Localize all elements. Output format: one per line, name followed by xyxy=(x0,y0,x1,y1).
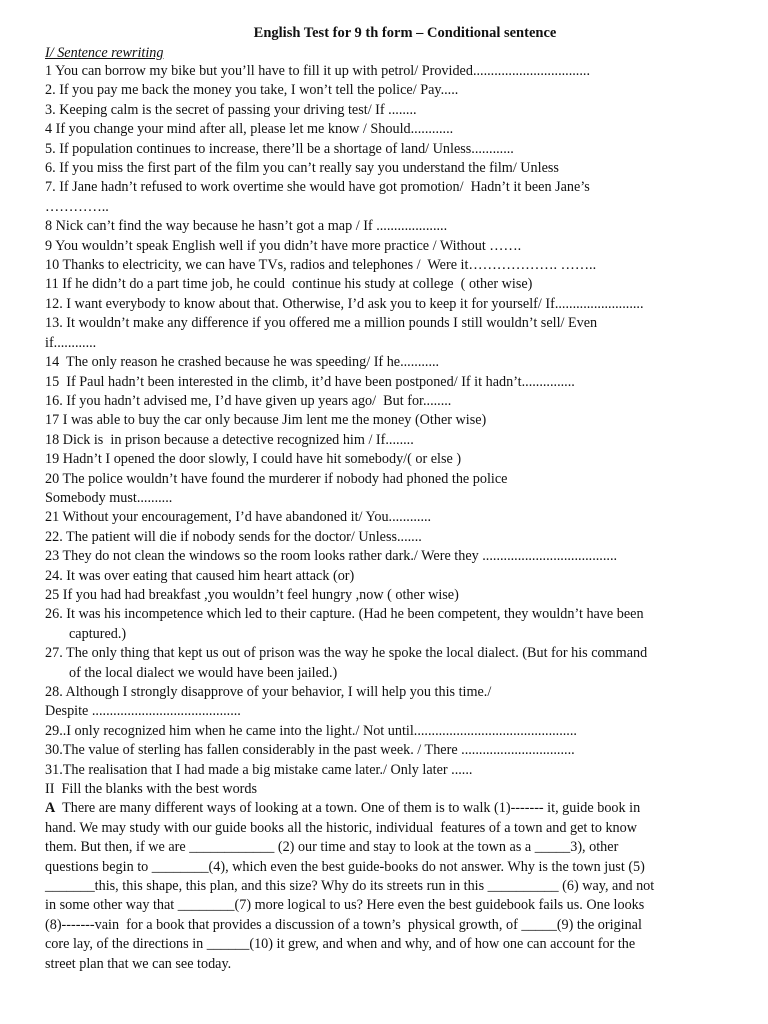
list-item: 29..I only recognized him when he came into the light./ Not until.............................................. xyxy=(45,722,577,739)
list-item: 16. If you hadn’t advised me, I’d have given up years ago/ But for........ xyxy=(45,392,452,409)
passage-label: A xyxy=(45,800,56,817)
list-item: 3. Keeping calm is the secret of passing your driving test/ If ........ xyxy=(45,101,417,118)
list-item: 28. Although I strongly disapprove of your behavior, I will help you this time./ xyxy=(45,684,492,700)
passage-line: (8)-------vain for a book that provides a discussion of a town’s physical growth, of _____(9) the original xyxy=(45,916,642,933)
passage-line: hand. We may study with our guide books all the historic, individual features of a town and get to know xyxy=(45,819,637,836)
list-item: 23 They do not clean the windows so the room looks rather dark./ Were they ...................................... xyxy=(45,548,618,565)
item-list xyxy=(45,62,765,780)
list-item: Despite .......................................... xyxy=(45,703,241,720)
list-item: 4 If you change your mind after all, please let me know / Should............ xyxy=(45,121,454,138)
passage-line: questions begin to ________(4), which even the best guide-books do not answer. Why is the town just (5) xyxy=(45,858,645,875)
list-item: 11 If he didn’t do a part time job, he could continue his study at college ( other wise) xyxy=(45,276,533,293)
list-item: 5. If population continues to increase, there’ll be a shortage of land/ Unless............ xyxy=(45,140,514,157)
list-item: 10 Thanks to electricity, we can have TVs, radios and telephones / Were it………………. …….. xyxy=(45,257,597,274)
list-item: 1 You can borrow my bike but you’ll have to fill it up with petrol/ Provided................................. xyxy=(45,63,590,79)
list-item: captured.) xyxy=(69,625,127,642)
passage-line: There are many different ways of looking at a town. One of them is to walk (1)------- it, guide book in xyxy=(55,800,641,817)
passage-line: in some other way that ________(7) more logical to us? Here even the best guidebook fails us. One looks xyxy=(45,897,645,914)
list-item: 8 Nick can’t find the way because he hasn’t got a map / If .................... xyxy=(45,218,448,235)
passage-line: _______this, this shape, this plan, and this size? Why do its streets run in this __________ (6) way, and not xyxy=(45,878,655,895)
list-item: 12. I want everybody to know about that. Otherwise, I’d ask you to keep it for yourself/ If......................... xyxy=(45,295,644,312)
list-item: 30.The value of sterling has fallen considerably in the past week. / There ................................ xyxy=(45,742,575,759)
list-item: 15 If Paul hadn’t been interested in the climb, it’d have been postponed/ If it hadn’t............... xyxy=(45,373,575,390)
list-item: 20 The police wouldn’t have found the murderer if nobody had phoned the police xyxy=(45,470,508,487)
list-item: ………….. xyxy=(45,198,109,215)
list-item: if............ xyxy=(45,334,97,351)
list-item: 2. If you pay me back the money you take, I won’t tell the police/ Pay..... xyxy=(45,82,459,99)
list-item: 13. It wouldn’t make any difference if you offered me a million pounds I still wouldn’t sell/ Even xyxy=(45,315,598,332)
list-item: 21 Without your encouragement, I’d have abandoned it/ You............ xyxy=(45,509,432,526)
passage-line: core lay, of the directions in ______(10) it grew, and when and why, and of how one can account for the xyxy=(45,936,636,953)
section-heading-rewriting: I/ Sentence rewriting xyxy=(45,45,164,61)
section-heading-fill-blanks: II Fill the blanks with the best words xyxy=(45,781,258,798)
list-item: 25 If you had had breakfast ,you wouldn’t feel hungry ,now ( other wise) xyxy=(45,586,459,603)
list-item: 17 I was able to buy the car only because Jim lent me the money (Other wise) xyxy=(45,412,487,429)
list-item: 18 Dick is in prison because a detective recognized him / If........ xyxy=(45,431,414,448)
list-item: 7. If Jane hadn’t refused to work overtime she would have got promotion/ Hadn’t it been Jane’s xyxy=(45,179,590,196)
list-item: 19 Hadn’t I opened the door slowly, I could have hit somebody/( or else ) xyxy=(45,451,462,468)
passage-line: them. But then, if we are ____________ (2) our time and stay to look at the town as a _____3), other xyxy=(45,839,619,856)
list-item: 14 The only reason he crashed because he was speeding/ If he........... xyxy=(45,354,440,371)
list-item: Somebody must.......... xyxy=(45,489,173,506)
list-item: 6. If you miss the first part of the film you can’t really say you understand the film/ Unless xyxy=(45,160,559,177)
passage-line: street plan that we can see today. xyxy=(45,955,232,972)
list-item: of the local dialect we would have been jailed.) xyxy=(69,664,338,681)
list-item: 31.The realisation that I had made a big mistake came later./ Only later ...... xyxy=(45,761,473,778)
passage xyxy=(45,799,760,974)
list-item: 26. It was his incompetence which led to their capture. (Had he been competent, they wouldn’t have been xyxy=(45,606,644,623)
list-item: 22. The patient will die if nobody sends for the doctor/ Unless....... xyxy=(45,528,422,545)
test-page xyxy=(45,24,765,974)
page-title: English Test for 9 th form – Conditional sentence xyxy=(253,25,557,41)
list-item: 24. It was over eating that caused him heart attack (or) xyxy=(45,567,355,584)
list-item: 27. The only thing that kept us out of prison was the way he spoke the local dialect. (But for his command xyxy=(45,645,648,662)
list-item: 9 You wouldn’t speak English well if you didn’t have more practice / Without ……. xyxy=(45,237,522,254)
